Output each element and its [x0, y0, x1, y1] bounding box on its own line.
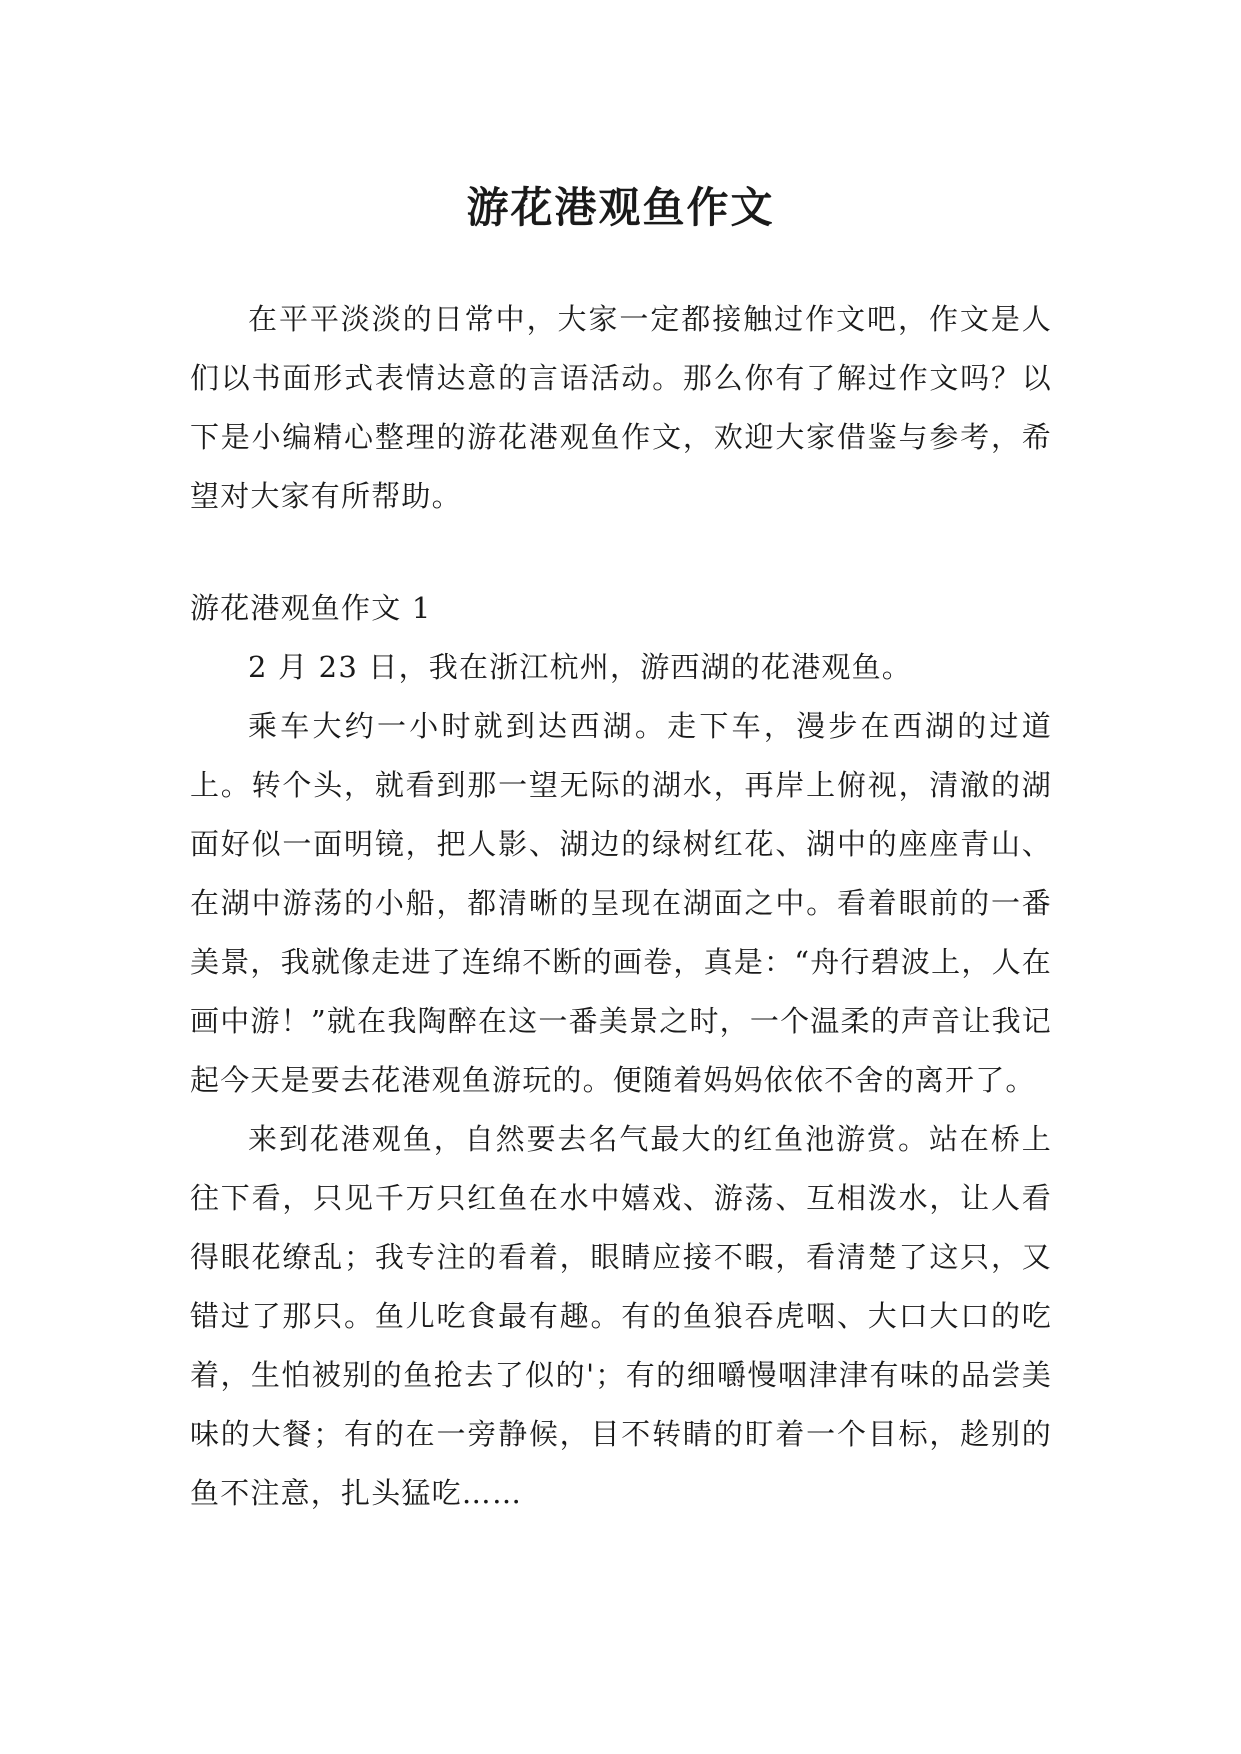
body-paragraph-3: 来到花港观鱼，自然要去名气最大的红鱼池游赏。站在桥上往下看，只见千万只红鱼在水中嬉戏、游荡、互相泼水，让人看得眼花缭乱；我专注的看着，眼睛应接不暇，看清楚了这只，又错过了那只。鱼儿吃食最有趣。有的鱼狼吞虎咽、大口大口的吃着，生怕被别的鱼抢去了似的'；有的细嚼慢咽津津有味的品尝美味的大餐；有的在一旁静候，目不转睛的盯着一个目标，趁别的鱼不注意，扎头猛吃……: [190, 1122, 1052, 1510]
document-title: 游花港观鱼作文: [466, 183, 775, 233]
intro-paragraph: 在平平淡淡的日常中，大家一定都接触过作文吧，作文是人们以书面形式表情达意的言语活动。那么你有了解过作文吗？以下是小编精心整理的游花港观鱼作文，欢迎大家借鉴与参考，希望对大家有所帮助。: [190, 302, 1052, 513]
section-heading: 游花港观鱼作文 1: [190, 591, 432, 625]
body-paragraph-2: 乘车大约一小时就到达西湖。走下车，漫步在西湖的过道上。转个头，就看到那一望无际的湖水，再岸上俯视，清澈的湖面好似一面明镜，把人影、湖边的绿树红花、湖中的座座青山、在湖中游荡的小船，都清晰的呈现在湖面之中。看着眼前的一番美景，我就像走进了连绵不断的画卷，真是：“舟行碧波上，人在画中游！”就在我陶醉在这一番美景之时，一个温柔的声音让我记起今天是要去花港观鱼游玩的。便随着妈妈依依不舍的离开了。: [190, 709, 1052, 1097]
body-paragraph-1: 2 月 23 日，我在浙江杭州，游西湖的花港观鱼。: [248, 650, 913, 684]
document-body: [190, 290, 1052, 1523]
